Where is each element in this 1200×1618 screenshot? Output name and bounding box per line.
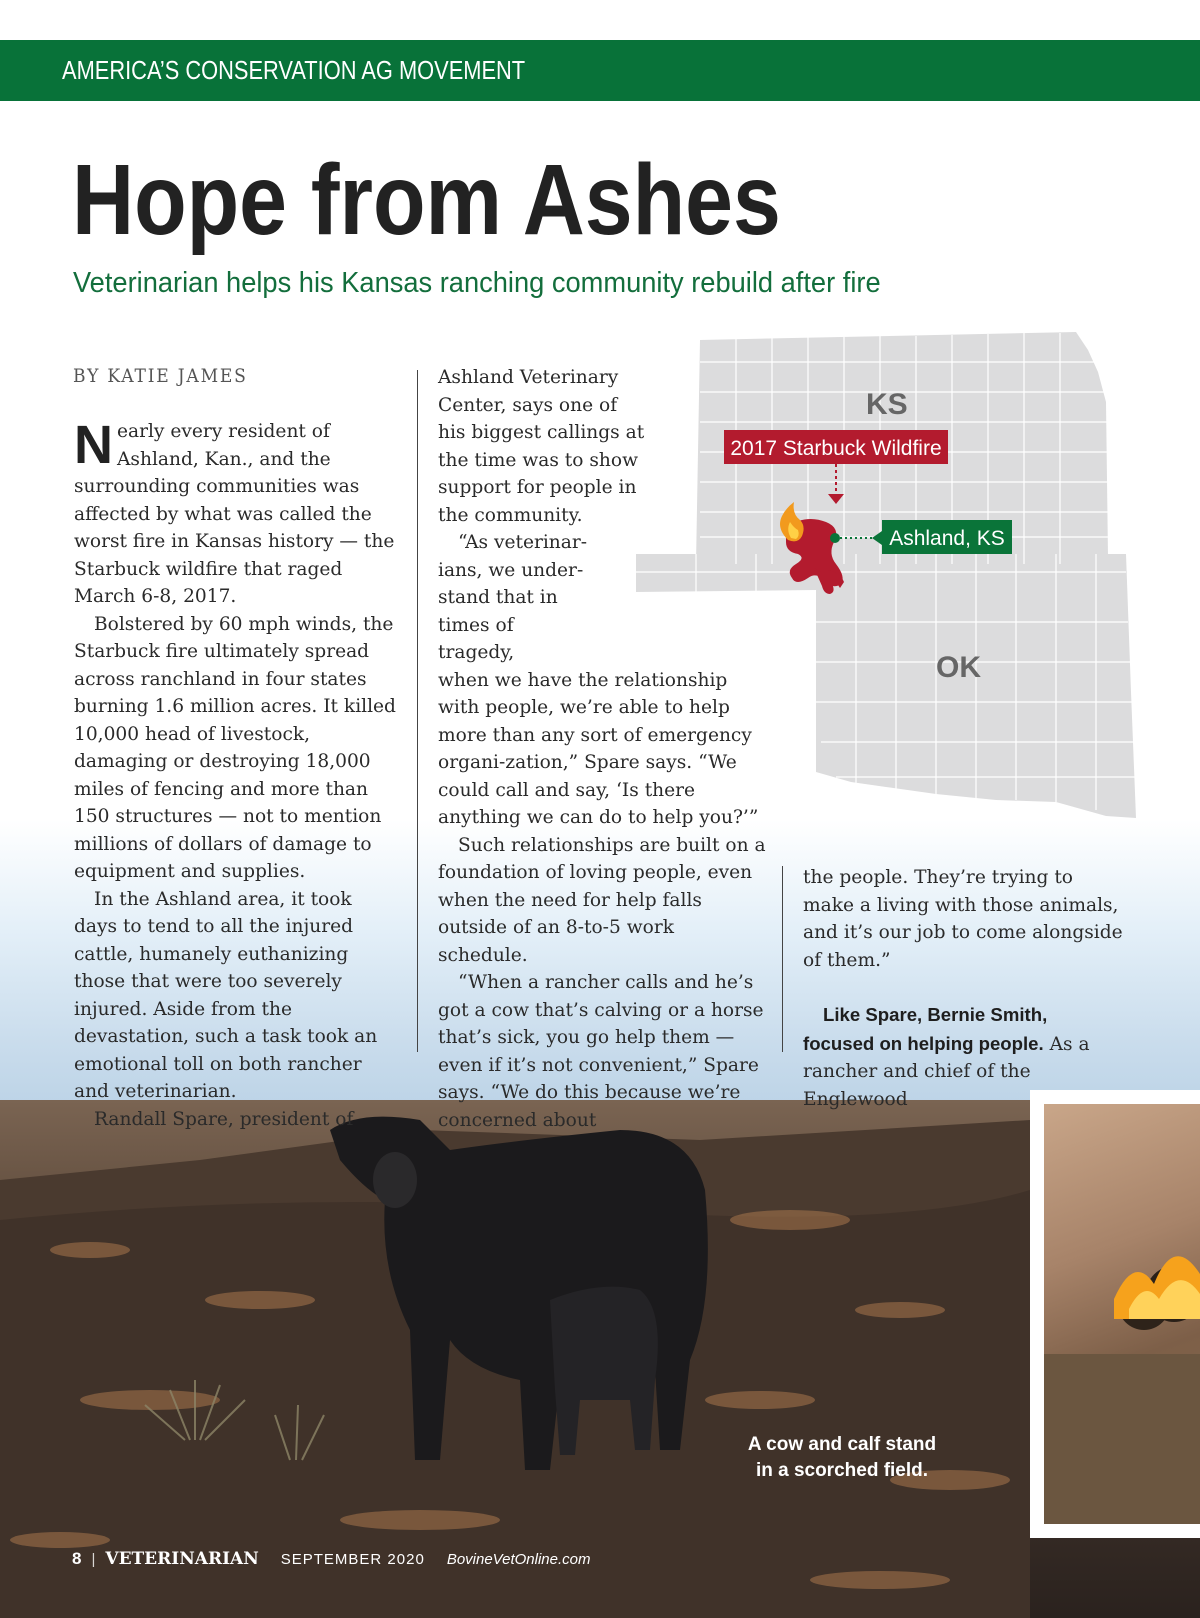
state-label-ok: OK bbox=[936, 651, 981, 684]
paragraph: Bolstered by 60 mph winds, the Starbuck fire ultimately spread across ranchland in four states burning 1.6 million acres. It killed 10,000 head of livestock, damaging or destroying 18,000 miles of fencing and more than 150 structures — not to mention millions of dollars of damage to equipment and supplies. bbox=[74, 613, 396, 882]
section-lead-in: Like Spare, Bernie Smith, focused on helping people. bbox=[803, 1004, 1048, 1054]
burning-bales-photo bbox=[1044, 1104, 1200, 1524]
byline: BY KATIE JAMES bbox=[73, 365, 248, 387]
paragraph: early every resident of Ashland, Kan., and the surrounding communities was affected by what was called the worst fire in Kansas history — the Starbuck wildfire that raged March 6-8, 2017. bbox=[74, 421, 395, 607]
article-column-1 bbox=[74, 415, 398, 1133]
drop-cap: N bbox=[74, 415, 113, 475]
paragraph: Ashland Veterinary Center, says one of his biggest callings at the time was to show support for people in the community. bbox=[438, 367, 645, 526]
article-title: Hope from Ashes bbox=[72, 144, 781, 256]
paragraph: Randall Spare, president of bbox=[94, 1108, 354, 1130]
section-label: AMERICA’S CONSERVATION AG MOVEMENT bbox=[62, 55, 526, 85]
wildfire-label: 2017 Starbuck Wildfire bbox=[730, 437, 942, 460]
publication-logo: VETERINARIAN bbox=[105, 1549, 259, 1569]
paragraph: the people. They’re trying to make a living with those animals, and it’s our job to come alongside of them.” bbox=[803, 867, 1123, 971]
paragraph: Such relationships are built on a foundation of loving people, even when the need for help falls outside of an 8-to-5 work schedule. bbox=[438, 834, 766, 966]
paragraph: “As veterinar-ians, we under-stand that in times of tragedy, bbox=[438, 532, 588, 663]
cow-and-calf-image bbox=[0, 1100, 760, 1520]
page-footer bbox=[72, 1547, 591, 1571]
ashland-marker bbox=[830, 533, 840, 543]
paragraph: “When a rancher calls and he’s got a cow that’s calving or a horse that’s sick, you go help them — even if it’s not convenient,” Spare says. “We do this because we’re concerned about bbox=[438, 972, 764, 1131]
ashland-label: Ashland, KS bbox=[889, 527, 1005, 550]
column-rule-1 bbox=[417, 370, 418, 1052]
website-link[interactable]: BovineVetOnline.com bbox=[446, 1550, 591, 1568]
column-rule-2 bbox=[782, 866, 783, 1052]
paragraph bbox=[803, 1001, 1123, 1113]
article-column-3 bbox=[803, 864, 1123, 1113]
photo-caption bbox=[732, 1432, 952, 1484]
issue-date: SEPTEMBER 2020 bbox=[280, 1550, 425, 1568]
article-subtitle: Veterinarian helps his Kansas ranching community rebuild after fire bbox=[73, 267, 881, 299]
paragraph: In the Ashland area, it took days to tend to all the injured cattle, humanely euthanizing those that were too severely injured. Aside from the devastation, such a task took an emotional toll on both rancher and veterinarian. bbox=[74, 888, 378, 1102]
page-number: 8 bbox=[72, 1549, 82, 1568]
caption-line-1: A cow and calf stand bbox=[747, 1434, 937, 1455]
caption-line-2: in a scorched field. bbox=[755, 1460, 929, 1481]
footer-separator: | bbox=[91, 1550, 96, 1568]
paragraph-text: As a rancher and chief of the Englewood bbox=[803, 1033, 1090, 1110]
paragraph: when we have the relationship with people, we’re able to help more than any sort of emergency organi-zation,” Spare says. “We could call and say, ‘Is there anything we can do to help you?’” bbox=[438, 669, 759, 828]
state-label-ks: KS bbox=[866, 388, 908, 421]
article-column-2 bbox=[438, 364, 768, 1134]
